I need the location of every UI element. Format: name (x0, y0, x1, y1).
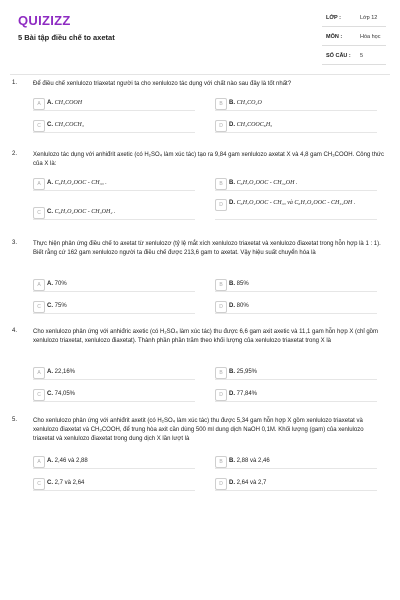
option-letter-badge: C (33, 478, 45, 490)
option-letter-badge: C (33, 389, 45, 401)
meta-value: Lớp 12 (360, 15, 378, 21)
option-letter-badge: C (33, 120, 45, 132)
option-letter-badge: A (33, 98, 45, 110)
header-divider (10, 74, 390, 75)
question-text: Cho xenlulozo phản ứng với anhiđric axetic (có H₂SO₄ làm xúc tác) thu được 6,6 gam axit axetic và 11,1 gam hỗn hợp X (chỉ gồm xenlulozo triaxetat, xenlulozo điaxetat). Thành phần phần trăm theo khối lượng của xenlulozo triaxetat trong X là (33, 329, 378, 344)
option-b[interactable] (215, 98, 377, 111)
option-letter-badge: A (33, 178, 45, 190)
option-letter-badge: D (215, 478, 227, 490)
option-c[interactable] (33, 389, 195, 402)
question-number: 5. (12, 417, 18, 423)
option-c[interactable] (33, 478, 195, 491)
option-c[interactable] (33, 301, 195, 314)
option-a[interactable] (33, 178, 195, 191)
option-letter-badge: C (33, 301, 45, 313)
option-label: A. (47, 458, 53, 464)
option-text: 22,16% (54, 369, 76, 375)
option-letter-badge: B (215, 178, 227, 190)
meta-value: 5 (360, 53, 364, 59)
option-d[interactable] (215, 301, 377, 314)
option-b[interactable] (215, 178, 377, 191)
page-title: 5 Bài tập điều chế to axetat (18, 33, 115, 42)
option-text: 25,95% (236, 369, 258, 375)
option-b[interactable] (215, 456, 377, 469)
option-label: A. (47, 180, 53, 186)
question-text: Để điều chế xenlulozo triaxetat người ta cho xenlulozo tác dụng với chất nào sau đây là tốt nhất? (33, 81, 292, 87)
option-label: A. (47, 281, 53, 287)
option-letter-badge: B (215, 279, 227, 291)
option-label: D. (229, 200, 235, 206)
option-letter-badge: B (215, 367, 227, 379)
question-text: Cho xenlulozo phản ứng với anhiđrit axetit (có H₂SO₄ làm xúc tác) thu được 5,34 gam hỗn hợp X gồm xenlulozo triaxetat và xenlulozo điaxetat và CH₃COOH, để trung hòa axit cần dùng 500 ml dung dịch NaOH 0,1M. Khối lượng (gam) của xenlulozo triaxetat và xenlulozo điaxetat trong dung dịch X lần lượt là (33, 418, 364, 442)
option-text: CH₃COOC₆H₅ (236, 122, 273, 128)
option-label: B. (229, 281, 235, 287)
option-text: C₆H₇O₂OOC - CH₃₃ và C₆H₇O₂OOC - CH₃₂OH . (236, 200, 356, 206)
option-b[interactable] (215, 367, 377, 380)
question-number: 4. (12, 328, 18, 334)
option-letter-badge: C (33, 207, 45, 219)
option-label: B. (229, 458, 235, 464)
option-label: B. (229, 180, 235, 186)
meta-key: SỐ CÂU : (326, 53, 351, 59)
question-text: Thực hiện phản ứng điều chế to axetat từ xenlulozơ (tỷ lệ mắt xích xenlulozo triaxetat và xenlulozo điaxetat trong hỗn hợp là 1 : 1). Biết rằng cứ 162 gam xenlulozo người ta điều chế được 213,6 gam to axetat. Vậy hiệu suất chuyển hóa là (33, 241, 381, 256)
option-text: 2,7 và 2,64 (54, 480, 85, 486)
option-label: D. (229, 122, 235, 128)
option-text: CH₃COCH₃ (54, 122, 84, 128)
option-letter-badge: D (215, 389, 227, 401)
option-letter-badge: A (33, 456, 45, 468)
question-number: 3. (12, 240, 18, 246)
page-header (0, 0, 400, 72)
option-d[interactable] (215, 478, 377, 491)
option-letter-badge: D (215, 120, 227, 132)
meta-key: MÔN : (326, 34, 343, 40)
option-text: 70% (54, 281, 67, 287)
option-a[interactable] (33, 367, 195, 380)
option-label: C. (47, 391, 53, 397)
option-c[interactable] (33, 207, 195, 220)
option-text: 75% (54, 303, 67, 309)
option-letter-badge: A (33, 279, 45, 291)
option-label: C. (47, 209, 53, 215)
meta-row-grade (322, 12, 386, 27)
option-text: C₆H₇O₂OOC - CH₃₂OH . (236, 180, 298, 186)
option-label: C. (47, 480, 53, 486)
option-text: CH₃CO₂O (236, 100, 262, 106)
option-text: CH₃COOH (54, 100, 83, 106)
option-letter-badge: D (215, 301, 227, 313)
option-d[interactable] (215, 389, 377, 402)
option-label: A. (47, 100, 53, 106)
option-a[interactable] (33, 456, 195, 469)
option-label: A. (47, 369, 53, 375)
option-label: D. (229, 303, 235, 309)
question-text: Xenlulozo tác dụng với anhiđrit axetic (có H₂SO₄ làm xúc tác) tạo ra 9,84 gam xenlulozo axetat X và 4,8 gam CH₃COOH. Công thức của X là: (33, 152, 384, 167)
option-letter-badge: B (215, 98, 227, 110)
meta-key: LỚP : (326, 15, 341, 21)
option-letter-badge: D (215, 199, 227, 211)
option-text: 2,46 và 2,88 (54, 458, 88, 464)
option-text: 80% (236, 303, 249, 309)
option-text: 85% (236, 281, 249, 287)
option-a[interactable] (33, 98, 195, 111)
meta-panel (322, 12, 386, 69)
option-d[interactable] (215, 199, 377, 220)
option-label: D. (229, 391, 235, 397)
option-label: C. (47, 303, 53, 309)
option-letter-badge: B (215, 456, 227, 468)
question-number: 2. (12, 151, 18, 157)
option-c[interactable] (33, 120, 195, 133)
meta-row-subject (322, 31, 386, 46)
option-label: D. (229, 480, 235, 486)
option-d[interactable] (215, 120, 377, 133)
option-text: 77,84% (236, 391, 258, 397)
option-text: 2,88 và 2,46 (236, 458, 270, 464)
option-text: C₆H₇O₂OOC - CH₃OH₂ . (54, 209, 116, 215)
meta-row-count (322, 50, 386, 65)
option-label: B. (229, 100, 235, 106)
question-number: 1. (12, 80, 18, 86)
option-text: 74,05% (54, 391, 76, 397)
option-label: B. (229, 369, 235, 375)
meta-value: Hóa học (360, 34, 381, 40)
option-letter-badge: A (33, 367, 45, 379)
option-label: C. (47, 122, 53, 128)
option-b[interactable] (215, 279, 377, 292)
option-text: C₆H₇O₂OOC - CH₃₃ . (54, 180, 107, 186)
option-text: 2,64 và 2,7 (236, 480, 267, 486)
option-a[interactable] (33, 279, 195, 292)
quizizz-logo: QUIZIZZ (18, 13, 71, 28)
